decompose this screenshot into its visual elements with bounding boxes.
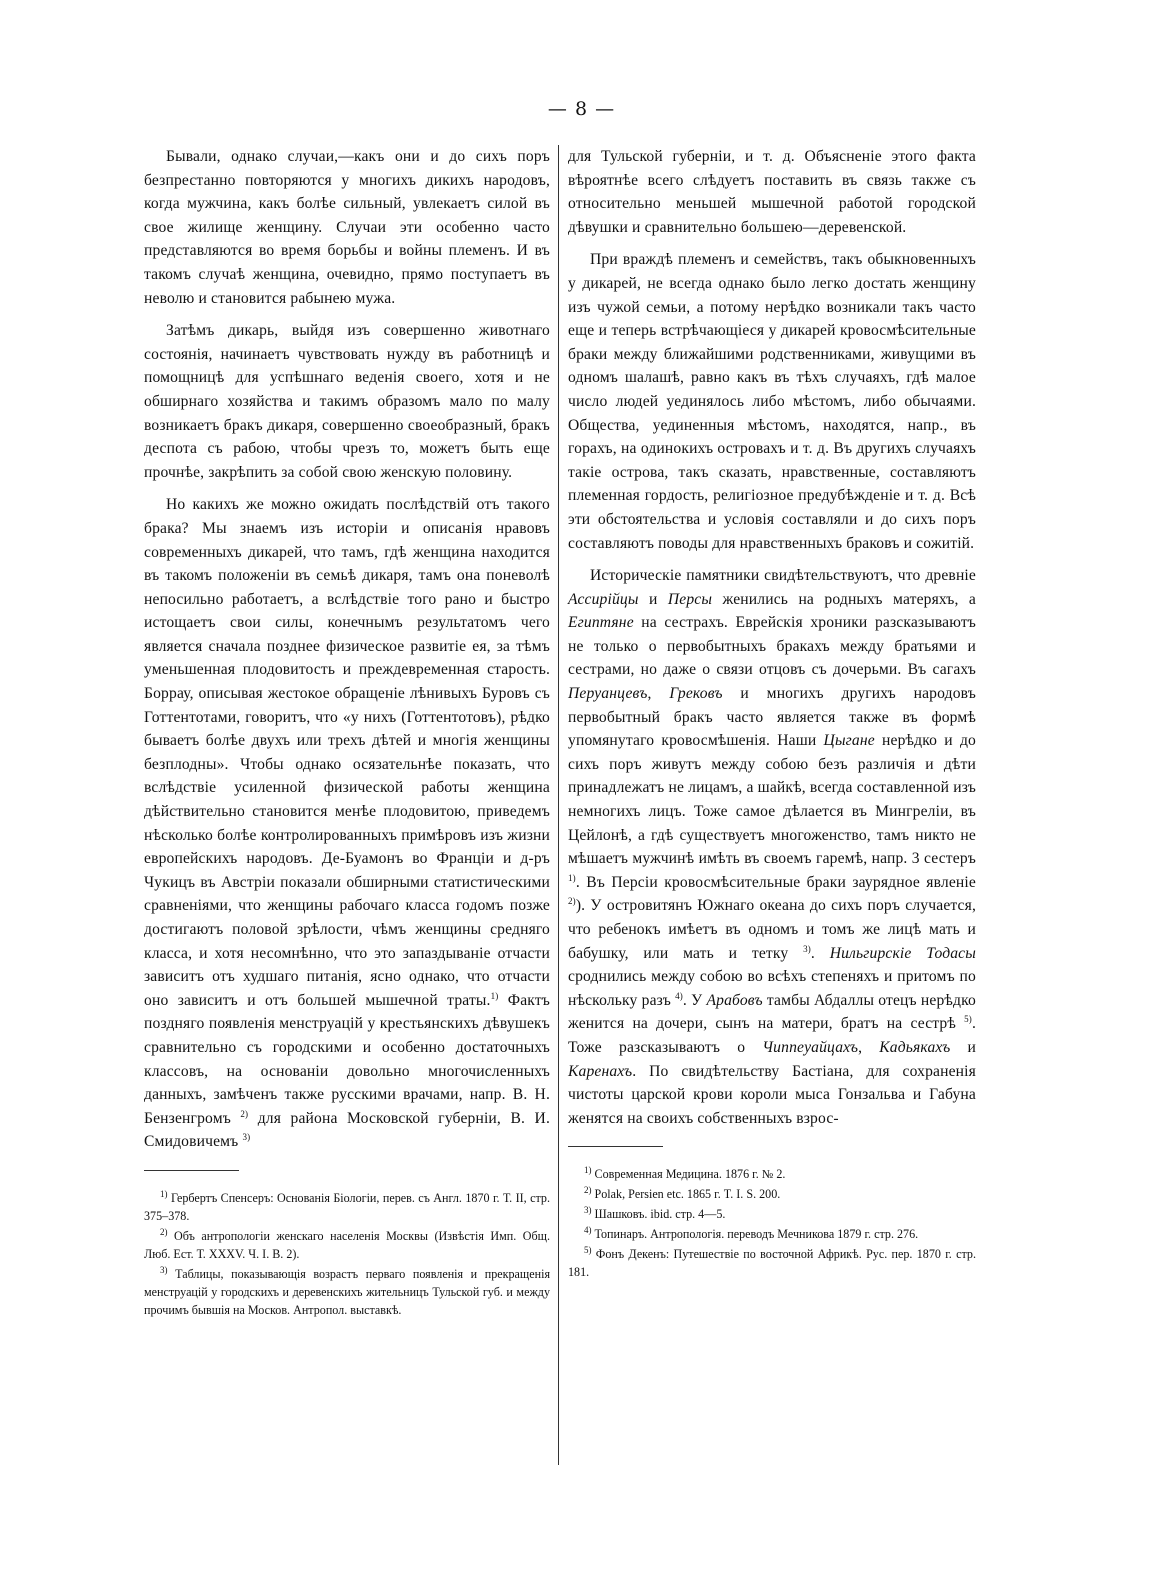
text-run: . Тоже разсказываютъ о <box>568 1015 976 1056</box>
left-paragraph-2: Затѣмъ дикарь, выйдя изъ совершенно животнаго состоянія, начинаетъ чувствовать нужду въ работницѣ и помощницѣ для успѣшнаго веденія своего, хотя и не обширнаго хозяйства и такимъ образомъ мало по малу возникаетъ бракъ дикаря, совершенно своеобразный, бракъ деспота съ рабою, чтобы чрезъ то, можетъ быть еще прочнѣе, закрѣпить за собой свою женскую половину. <box>144 322 550 481</box>
footnote-text: Современная Медицина. 1876 г. № 2. <box>594 1167 786 1182</box>
text-run: женились на родныхъ матеряхъ, а <box>712 590 977 608</box>
left-body-text <box>144 145 550 1154</box>
footnote-mark: 4) <box>584 1225 592 1236</box>
footnote-text: Таблицы, показывающія возрастъ перваго появленія и прекращенія менструацій у городскихъ и деревенскихъ жительницъ Тульской губ. и между прочимъ бывшія на Москов. Антропол. выставкѣ. <box>144 1266 551 1317</box>
left-paragraph-3-tail-a: Фактъ поздняго появленія менструацій у крестьянскихъ дѣвушекъ сравнительно съ городскими и особенно достаточныхъ классовъ, на основаніи довольно многочисленныхъ данныхъ, замѣченъ также русскими врачами, напр. В. Н. Бензенгромъ <box>144 991 550 1127</box>
left-paragraph-3 <box>144 493 550 1154</box>
italic-term: Персы <box>667 590 713 608</box>
footnote <box>568 1245 976 1281</box>
footnote <box>144 1227 550 1263</box>
text-run: . По свидѣтельству Бастіана, для сохраненія чистоты царской крови короли мыса Гонзальва и Габуна женятся на своихъ собственныхъ взрос- <box>568 1062 976 1127</box>
footnote-mark: 3) <box>160 1264 168 1275</box>
footnote-text: Топинаръ. Антропологія. переводъ Мечникова 1879 г. стр. 276. <box>594 1227 919 1242</box>
italic-term: Арабовъ <box>706 991 763 1009</box>
footnote-mark: 1) <box>584 1165 592 1176</box>
text-run: на сестрахъ. Еврейскія хроники разсказываютъ не только о первобытныхъ бракахъ между братьями и сестрами, но даже о связи отцовъ съ дочерьми. Въ сагахъ <box>568 614 976 679</box>
footnote-text: Polak, Persien etc. 1865 г. T. I. S. 200. <box>594 1187 781 1202</box>
text-run: нерѣдко и до сихъ поръ живутъ между собою безъ различія и дѣти принадлежатъ не лицамъ, а шайкѣ, всегда составленной изъ немногихъ лицъ. Тоже самое дѣлается въ Мингреліи, въ Цейлонѣ, а гдѣ существуетъ многоженство, тамъ никто не мѣшаетъ мужчинѣ имѣть въ своемъ гаремѣ, напр. 3 сестеръ <box>568 732 976 868</box>
text-run: Историческіе памятники свидѣтельствуютъ, что древніе <box>590 567 976 585</box>
footnote-rule <box>568 1146 663 1147</box>
italic-term: Каренахъ <box>568 1062 633 1080</box>
text-run: , <box>858 1038 880 1056</box>
italic-term: Ассирійцы <box>568 590 639 608</box>
text-run: ). У островитянъ Южнаго океана до сихъ поръ случается, что ребенокъ имѣетъ въ одномъ и томъ же лицѣ мать и бабушку, или мать и тетку <box>568 897 976 962</box>
italic-term: Нильгирскіе Тодасы <box>829 944 976 962</box>
footnote-ref: 5) <box>964 1014 972 1025</box>
right-paragraph-1: для Тульской губерніи, и т. д. Объясненіе этого факта вѣроятнѣе всего слѣдуетъ поставить въ связь также съ относительно меньшей мышечной работой городской дѣвушки и сравнительно большею—деревенской. <box>568 148 976 236</box>
text-run: и <box>950 1038 976 1056</box>
footnote-mark: 2) <box>584 1185 592 1196</box>
text-run: и <box>638 590 668 608</box>
footnote <box>144 1265 550 1319</box>
italic-term: Кадьякахъ <box>879 1038 951 1056</box>
footnote <box>568 1165 976 1183</box>
text-run: . Въ Персіи кровосмѣсительные браки заурядное явленіе <box>575 873 976 891</box>
text-run: , <box>647 685 670 703</box>
text-run: . У <box>682 991 707 1009</box>
left-paragraph-1: Бывали, однако случаи,—какъ они и до сихъ поръ безпрестанно повторяются у многихъ дикихъ народовъ, когда мужчина, какъ болѣе сильный, увлекаетъ силой въ свое жилище женщину. Случаи эти особенно часто представляются во время борьбы и войны племенъ. И въ такомъ случаѣ женщина, очевидно, прямо поступаетъ въ неволю и становится рабынею мужа. <box>144 148 550 307</box>
text-run: сроднились между собою во всѣхъ степеняхъ и притомъ по нѣскольку разъ <box>568 968 976 1009</box>
footnote-ref: 2) <box>568 896 576 907</box>
left-footnotes <box>144 1189 550 1319</box>
footnote <box>568 1205 976 1223</box>
footnote-ref: 4) <box>675 990 683 1001</box>
footnote <box>568 1185 976 1203</box>
footnote-text: Фонъ Декенъ: Путешествіе по восточной Африкѣ. Рус. пер. 1870 г. стр. 181. <box>568 1247 976 1280</box>
footnote <box>568 1225 976 1243</box>
italic-term: Египтяне <box>568 614 634 632</box>
italic-term: Чиппеуайцахъ <box>762 1038 859 1056</box>
right-body-text <box>568 145 976 1130</box>
column-divider <box>558 145 559 1465</box>
right-column <box>568 145 976 1283</box>
italic-term: Цыгане <box>823 732 875 750</box>
text-run: . <box>810 944 830 962</box>
footnote-text: Гербертъ Спенсеръ: Основанія Біологіи, перев. съ Англ. 1870 г. Т. II, стр. 375–378. <box>144 1190 550 1223</box>
text-run: тамбы Абдаллы отецъ нерѣдко женится на дочери, сынъ на матери, братъ на сестрѣ <box>568 991 976 1033</box>
left-paragraph-3-tail-b: для района Московской губерніи, В. И. Смидовичемъ <box>144 1109 550 1151</box>
text-run: и многихъ другихъ народовъ первобытный бракъ часто является также въ формѣ упомянутаго кровосмѣшенія. Наши <box>568 685 976 750</box>
page-number: — 8 — <box>547 98 616 120</box>
italic-term: Грековъ <box>669 685 723 703</box>
left-paragraph-3-text: Но какихъ же можно ожидать послѣдствій отъ такого брака? Мы знаемъ изъ исторіи и описанія нравовъ современныхъ дикарей, что тамъ, гдѣ женщина находится въ такомъ положеніи въ семьѣ дикаря, тамъ она поневолѣ непосильно работаетъ, а вслѣдствіе того рано и быстро истощаетъ свои силы, конечнымъ результатомъ чего является сначала позднее физическое развитіе ея, за тѣмъ уменьшенная плодовитость и преждевременная старость. Боррау, описывая жестокое обращеніе лѣнивыхъ Буровъ съ Готтентотами, говоритъ, что «у нихъ (Готтентотовъ), рѣдко бываетъ болѣе двухъ или трехъ дѣтей и многія женщины безплодны». Чтобы однако осязательнѣе показать, что вслѣдствіе усиленной физической работы женщина дѣйствительно становится менѣе плодовитою, приведемъ нѣсколько болѣе контролированныхъ примѣровъ изъ жизни европейскихъ народовъ. Де-Буамонъ во Франціи и д-ръ Чукицъ въ Австріи показали обширными статистическими сравненіями, что женщины рабочаго класса годомъ позже достигаютъ половой зрѣлости, чѣмъ женщины средняго класса, и хотя несомнѣнно, что это запаздываніе отчасти зависитъ отъ худшаго питанія, ясно однако, что отчасти оно зависитъ и отъ большей мышечной траты. <box>144 496 550 1009</box>
footnote-ref: 1) <box>490 990 499 1001</box>
right-footnotes <box>568 1165 976 1281</box>
italic-term: Перуанцевъ <box>568 685 648 703</box>
footnote-rule <box>144 1170 239 1171</box>
footnote-ref: 2) <box>240 1108 249 1119</box>
footnote-mark: 5) <box>584 1245 592 1256</box>
footnote-text: Объ антропологіи женскаго населенія Москвы (Извѣстія Имп. Общ. Люб. Ест. Т. XXXV. Ч. I. В. 2). <box>144 1228 550 1261</box>
left-column <box>144 145 550 1321</box>
right-paragraph-3 <box>568 564 976 1130</box>
footnote-ref: 1) <box>568 872 576 883</box>
footnote-text: Шашковъ. ibid. стр. 4—5. <box>594 1207 726 1222</box>
footnote-mark: 3) <box>584 1205 592 1216</box>
footnote-mark: 2) <box>160 1226 168 1237</box>
footnote <box>144 1189 550 1225</box>
right-paragraph-2: При враждѣ племенъ и семействъ, такъ обыкновенныхъ у дикарей, не всегда однако было легко достать женщину изъ чужой семьи, а потому нерѣдко возникали такъ часто еще и теперь встрѣчающіеся у дикарей кровосмѣсительные браки между ближайшими родственниками, живущими въ одномъ шалашѣ, равно какъ въ тѣхъ случаяхъ, гдѣ малое число людей уединялось либо мѣстомъ, либо обычаями. Общества, уединенныя мѣстомъ, находятся, напр., въ горахъ, на одинокихъ островахъ и т. д. Въ другихъ случаяхъ такіе острова, такъ сказать, нравственные, составляютъ племенная гордость, религіозное предубѣжденіе и т. д. Всѣ эти обстоятельства и условія составляли и до сихъ поръ составляютъ поводы для нравственныхъ браковъ и сожитій. <box>568 251 976 552</box>
footnote-ref: 3) <box>803 943 811 954</box>
footnote-mark: 1) <box>160 1188 168 1199</box>
footnote-ref: 3) <box>242 1132 251 1143</box>
